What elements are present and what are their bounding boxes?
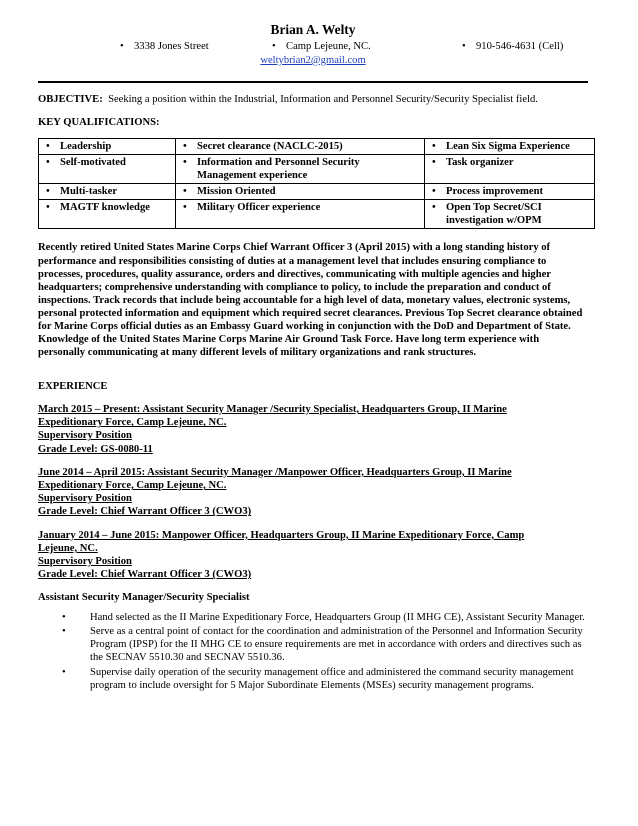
contact-row: [38, 40, 588, 54]
job-title-line: June 2014 – April 2015: Assistant Security Manager /Manpower Officer, Headquarters Group, II Marine: [38, 466, 512, 478]
address-text: 3338 Jones Street: [134, 41, 209, 52]
bullet-icon: •: [62, 625, 66, 637]
bullet-icon: •: [46, 141, 50, 153]
bullet-icon: •: [432, 202, 436, 214]
job-title-line: Lejeune, NC.: [38, 542, 98, 554]
city-text: Camp Lejeune, NC.: [286, 41, 371, 52]
city-item: [272, 40, 371, 53]
bullet-icon: •: [432, 141, 436, 153]
bullet-icon: •: [272, 41, 276, 52]
bullet-icon: •: [46, 202, 50, 214]
bullet-icon: •: [183, 157, 187, 169]
job-entry: [38, 403, 588, 456]
bullet-icon: •: [62, 666, 66, 678]
email-link[interactable]: weltybrian2@gmail.com: [260, 55, 366, 66]
bullet-icon: •: [183, 202, 187, 214]
qualification-item: MAGTF knowledge: [60, 202, 150, 214]
list-item: [38, 666, 588, 692]
experience-heading: EXPERIENCE: [38, 380, 108, 392]
job-entry: [38, 466, 588, 519]
objective-label: OBJECTIVE:: [38, 94, 103, 105]
job-position: Supervisory Position: [38, 493, 132, 505]
table-row: [39, 184, 595, 200]
bullet-icon: •: [432, 157, 436, 169]
job-title-line: Expeditionary Force, Camp Lejeune, NC.: [38, 417, 227, 429]
objective-line: [38, 93, 588, 106]
qualification-item: Leadership: [60, 141, 112, 153]
table-row: [39, 139, 595, 155]
email-row: [38, 54, 588, 67]
phone-item: [462, 40, 563, 53]
job-grade: Grade Level: Chief Warrant Officer 3 (CWO3): [38, 569, 252, 581]
duties-list: [38, 611, 588, 692]
duty-text: Supervise daily operation of the security management office and administered the command security management program to include oversight for 5 Major Subordinate Elements (MSEs) security management programs.: [90, 666, 574, 691]
job-grade: Grade Level: Chief Warrant Officer 3 (CWO3): [38, 506, 252, 518]
duty-text: Serve as a central point of contact for the coordination and administration of the Personnel and Information Security Program (IPSP) for the II MHG CE to ensure requirements are met in accordance with orders and directives such as the SECNAV 5510.30 and SECNAV 5510.36.: [90, 625, 583, 664]
job-entry: [38, 529, 588, 582]
header-divider: [38, 81, 588, 83]
qualification-item: Secret clearance (NACLC-2015): [197, 141, 343, 153]
table-row: [39, 200, 595, 229]
bullet-icon: •: [46, 186, 50, 198]
qualification-item: Multi-tasker: [60, 186, 118, 198]
bullet-icon: •: [462, 41, 466, 52]
bullet-icon: •: [183, 186, 187, 198]
qualifications-table: [38, 138, 595, 229]
qualification-item: Mission Oriented: [197, 186, 276, 198]
job-title-line: Expeditionary Force, Camp Lejeune, NC.: [38, 480, 227, 492]
qualification-item: Open Top Secret/SCI investigation w/OPM: [446, 202, 542, 227]
bullet-icon: •: [62, 611, 66, 623]
bullet-icon: •: [46, 157, 50, 169]
job-title-line: March 2015 – Present: Assistant Security Manager /Security Specialist, Headquarters Group, II Marine: [38, 404, 507, 416]
bullet-icon: •: [432, 186, 436, 198]
address-item: [120, 40, 209, 53]
bullet-icon: •: [120, 41, 124, 52]
qualification-item: Process improvement: [446, 186, 543, 198]
bullet-icon: •: [183, 141, 187, 153]
job-position: Supervisory Position: [38, 556, 132, 568]
objective-text: Seeking a position within the Industrial, Information and Personnel Security/Security Specialist field.: [108, 94, 538, 105]
qualification-item: Task organizer: [446, 157, 514, 169]
qualification-item: Lean Six Sigma Experience: [446, 141, 570, 153]
qualification-item: Self-motivated: [60, 157, 126, 169]
phone-text: 910-546-4631 (Cell): [476, 41, 564, 52]
applicant-name: Brian A. Welty: [270, 22, 356, 37]
table-row: [39, 155, 595, 184]
summary-paragraph: Recently retired United States Marine Corps Chief Warrant Officer 3 (April 2015) with a long standing history of performance and responsibilities consisting of duties at a management level that includes ensuring compliance to processes, procedures, quality assurance, orders and directives, communicating with multiple agencies and higher headquarters; comprehensive understanding with compliance to policy, to include the preparation and conduct of inspections. Track records that include being accountable for a high level of data, monetary values, electronic systems, personal protected information and equipment which required secret clearances. Previous Top Secret clearance obtained for Marine Corps official duties as an Embassy Guard working in conjunction with the DoD and Department of State. Knowledge of the United States Marine Corps Marine Air Ground Task Force. Have long term experience with personally communicating at many different levels of military organizations and rank structures.: [38, 242, 583, 359]
qualification-item: Military Officer experience: [197, 202, 321, 214]
qualifications-heading: KEY QUALIFICATIONS:: [38, 117, 160, 129]
job-grade: Grade Level: GS-0080-11: [38, 443, 153, 455]
job-position: Supervisory Position: [38, 430, 132, 442]
duty-text: Hand selected as the II Marine Expeditionary Force, Headquarters Group (II MHG CE), Assistant Security Manager.: [90, 611, 585, 623]
job-title-line: January 2014 – June 2015: Manpower Officer, Headquarters Group, II Marine Expeditionary Force, Camp: [38, 529, 525, 541]
qualification-item: Information and Personnel Security Management experience: [197, 157, 360, 182]
list-item: [38, 611, 588, 624]
role-heading: Assistant Security Manager/Security Specialist: [38, 592, 250, 604]
list-item: [38, 625, 588, 665]
